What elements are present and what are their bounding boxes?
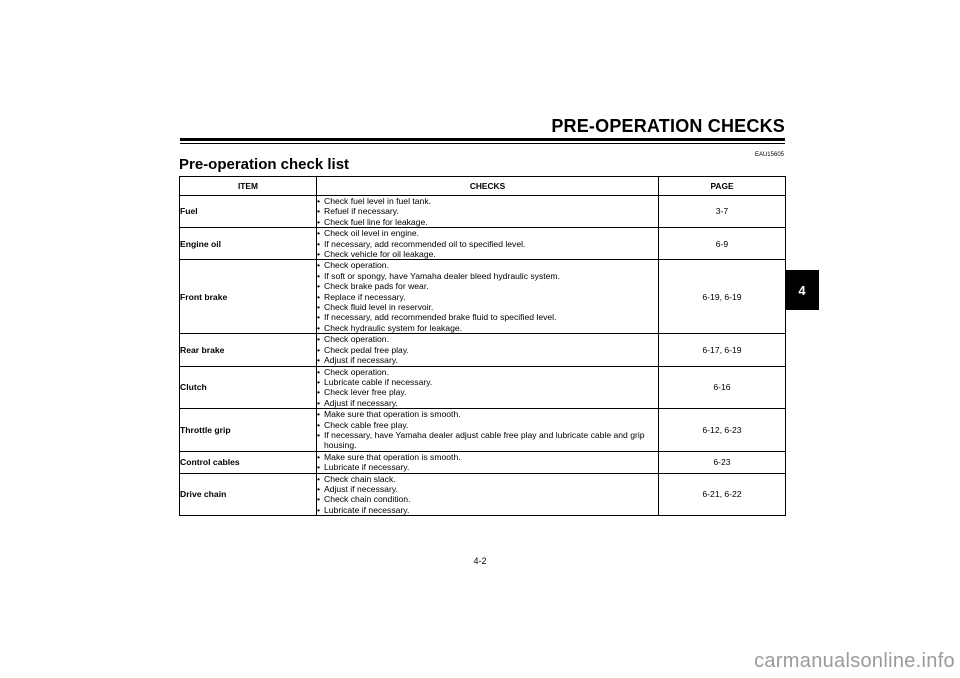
checks-list bbox=[317, 367, 658, 409]
check-item: • Lubricate cable if necessary. bbox=[317, 377, 658, 387]
checks-list bbox=[317, 452, 658, 473]
check-item: • Check fuel line for leakage. bbox=[317, 217, 658, 227]
page-reference: 6-9 bbox=[659, 228, 786, 260]
page-reference: 6-19, 6-19 bbox=[659, 260, 786, 334]
checks-cell bbox=[317, 366, 659, 409]
item-name: Engine oil bbox=[180, 228, 317, 260]
table-header-row bbox=[180, 177, 786, 196]
section-title: Pre-operation check list bbox=[179, 156, 350, 173]
checks-cell bbox=[317, 228, 659, 260]
checks-list bbox=[317, 196, 658, 227]
item-name: Drive chain bbox=[180, 473, 317, 516]
watermark-text: carmanualsonline.info bbox=[754, 650, 955, 672]
table-row bbox=[180, 366, 786, 409]
check-item: • Check chain condition. bbox=[317, 494, 658, 504]
checks-cell bbox=[317, 334, 659, 366]
checks-cell bbox=[317, 473, 659, 516]
check-item: • Check vehicle for oil leakage. bbox=[317, 249, 658, 259]
check-item: • Adjust if necessary. bbox=[317, 484, 658, 494]
check-item: • If soft or spongy, have Yamaha dealer bleed hydraulic system. bbox=[317, 271, 658, 281]
check-item: • Check fuel level in fuel tank. bbox=[317, 196, 658, 206]
page-reference: 6-21, 6-22 bbox=[659, 473, 786, 516]
checks-list bbox=[317, 260, 658, 333]
page-header-title: PRE-OPERATION CHECKS bbox=[551, 116, 785, 136]
check-item: • Lubricate if necessary. bbox=[317, 462, 658, 472]
checks-list bbox=[317, 474, 658, 516]
table-body bbox=[180, 196, 786, 516]
table-row bbox=[180, 196, 786, 228]
column-header-page: PAGE bbox=[659, 177, 786, 196]
check-item: • Adjust if necessary. bbox=[317, 398, 658, 408]
header-rule-thick bbox=[180, 138, 785, 141]
item-name: Front brake bbox=[180, 260, 317, 334]
column-header-checks: CHECKS bbox=[317, 177, 659, 196]
item-name: Throttle grip bbox=[180, 409, 317, 452]
check-item: • Check hydraulic system for leakage. bbox=[317, 323, 658, 333]
check-item: • Check operation. bbox=[317, 260, 658, 270]
check-item: • Check operation. bbox=[317, 334, 658, 344]
check-item: • Check chain slack. bbox=[317, 474, 658, 484]
table-row bbox=[180, 260, 786, 334]
checks-list bbox=[317, 334, 658, 365]
check-item: • If necessary, add recommended brake fluid to specified level. bbox=[317, 312, 658, 322]
column-header-item: ITEM bbox=[180, 177, 317, 196]
page-reference: 6-16 bbox=[659, 366, 786, 409]
check-item: • Check oil level in engine. bbox=[317, 228, 658, 238]
checks-cell bbox=[317, 451, 659, 473]
check-item: • Check pedal free play. bbox=[317, 345, 658, 355]
table-row bbox=[180, 473, 786, 516]
check-item: • Check operation. bbox=[317, 367, 658, 377]
check-item: • Make sure that operation is smooth. bbox=[317, 452, 658, 462]
check-item: • Check brake pads for wear. bbox=[317, 281, 658, 291]
checks-cell bbox=[317, 260, 659, 334]
item-name: Clutch bbox=[180, 366, 317, 409]
page-number: 4-2 bbox=[473, 556, 487, 566]
table-row bbox=[180, 409, 786, 452]
document-code: EAU15605 bbox=[754, 152, 784, 158]
checks-list bbox=[317, 228, 658, 259]
check-item: • If necessary, add recommended oil to specified level. bbox=[317, 239, 658, 249]
check-item: • Check lever free play. bbox=[317, 387, 658, 397]
page-reference: 6-17, 6-19 bbox=[659, 334, 786, 366]
item-name: Rear brake bbox=[180, 334, 317, 366]
check-item: • Adjust if necessary. bbox=[317, 355, 658, 365]
check-item: • Refuel if necessary. bbox=[317, 206, 658, 216]
table-row bbox=[180, 228, 786, 260]
checks-list bbox=[317, 409, 658, 451]
check-item: • If necessary, have Yamaha dealer adjust cable free play and lubricate cable and grip housing. bbox=[317, 430, 658, 451]
check-item: • Make sure that operation is smooth. bbox=[317, 409, 658, 419]
page-reference: 6-12, 6-23 bbox=[659, 409, 786, 452]
item-name: Control cables bbox=[180, 451, 317, 473]
check-item: • Check cable free play. bbox=[317, 420, 658, 430]
chapter-tab: 4 bbox=[785, 270, 819, 310]
table-row bbox=[180, 451, 786, 473]
check-item: • Replace if necessary. bbox=[317, 292, 658, 302]
checks-cell bbox=[317, 409, 659, 452]
item-name: Fuel bbox=[180, 196, 317, 228]
pre-operation-checklist-table bbox=[179, 176, 786, 516]
check-item: • Lubricate if necessary. bbox=[317, 505, 658, 515]
table-row bbox=[180, 334, 786, 366]
page-reference: 3-7 bbox=[659, 196, 786, 228]
header-rule-thin bbox=[180, 143, 785, 144]
checks-cell bbox=[317, 196, 659, 228]
page-reference: 6-23 bbox=[659, 451, 786, 473]
check-item: • Check fluid level in reservoir. bbox=[317, 302, 658, 312]
